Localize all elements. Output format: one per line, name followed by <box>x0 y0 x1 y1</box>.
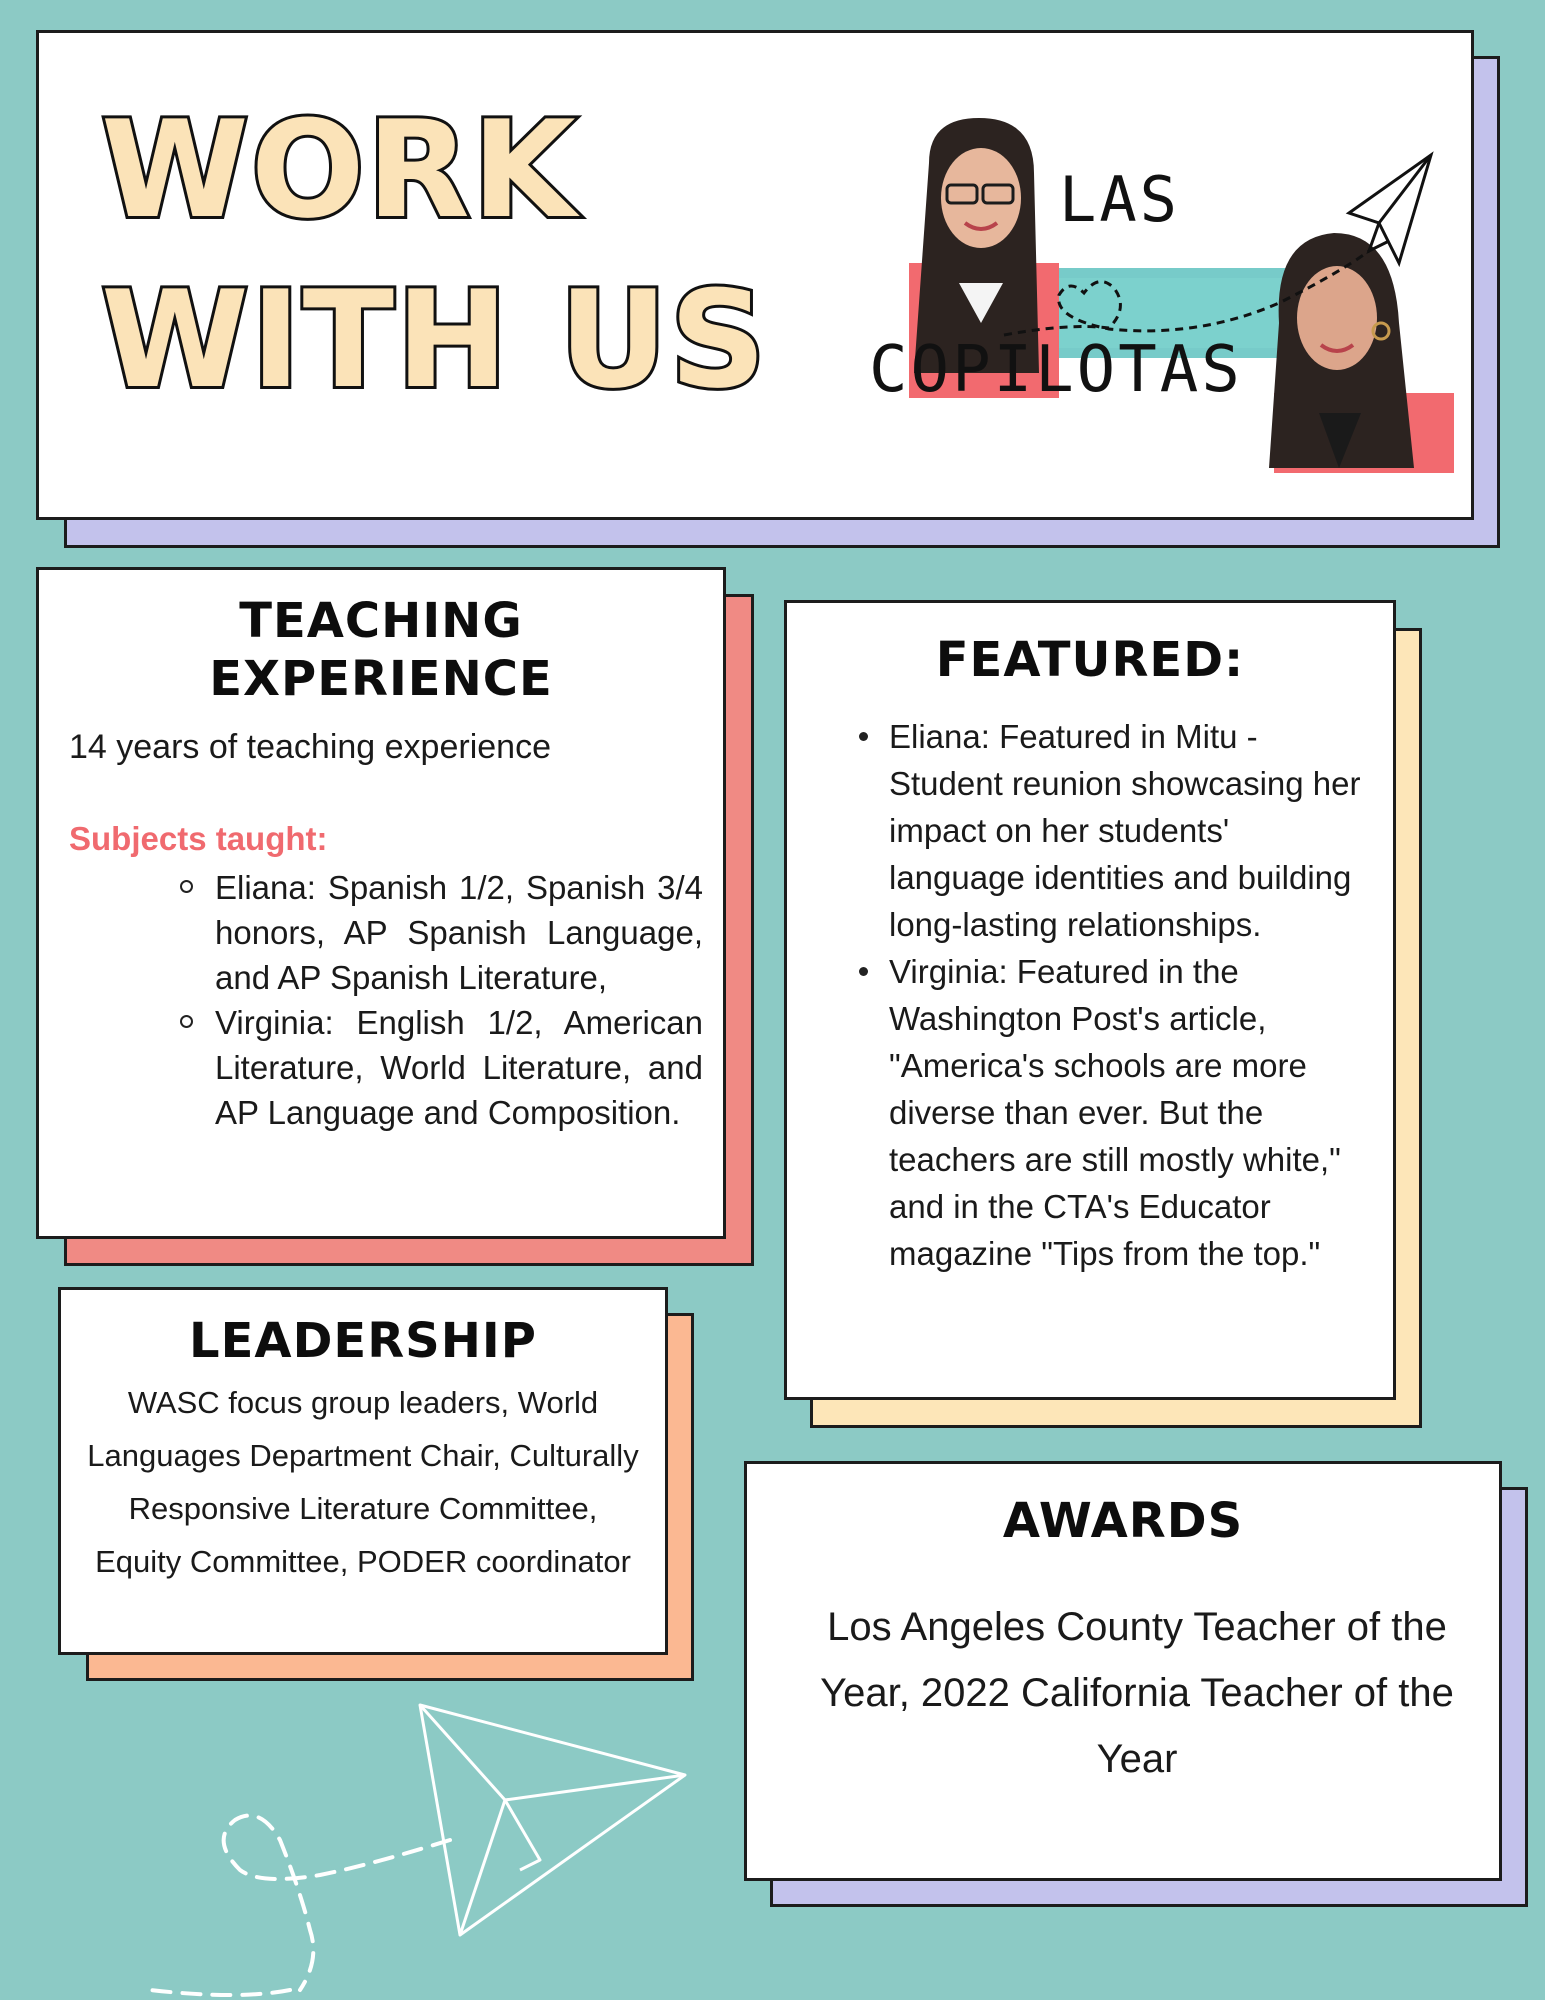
logo-text-copilotas: COPILOTAS <box>869 333 1243 407</box>
featured-heading: FEATURED: <box>935 632 1245 688</box>
logo-illustration <box>869 73 1469 483</box>
awards-text: Los Angeles County Teacher of the Year, 2022 California Teacher of the Year <box>820 1605 1454 1781</box>
las-copilotas-logo <box>869 73 1469 483</box>
awards-heading: AWARDS <box>1002 1493 1244 1549</box>
portrait-right-icon <box>1269 233 1454 473</box>
leadership-card <box>58 1287 668 1655</box>
featured-item-eliana: Eliana: Featured in Mitu - Student reunion showcasing her impact on her students' language identities and building long-lasting relationships. <box>853 713 1365 948</box>
featured-card <box>784 600 1396 1400</box>
subject-item-eliana: Eliana: Spanish 1/2, Spanish 3/4 honors, AP Spanish Language, and AP Spanish Literature, <box>177 865 703 1000</box>
awards-card <box>744 1461 1502 1881</box>
teaching-heading-line2: EXPERIENCE <box>209 651 553 707</box>
header-card <box>36 30 1474 520</box>
subjects-label: Subjects taught: <box>69 820 328 857</box>
paper-plane-decoration-icon <box>120 1690 720 2000</box>
teaching-card <box>36 567 726 1239</box>
title-with-us: WITH US <box>101 262 769 418</box>
logo-text-las: LAS <box>1059 163 1180 236</box>
title-work: WORK <box>101 92 578 248</box>
subjects-list <box>177 865 703 1135</box>
leadership-heading: LEADERSHIP <box>189 1313 537 1369</box>
featured-list <box>853 713 1365 1277</box>
subject-item-virginia: Virginia: English 1/2, American Literature, World Literature, and AP Language and Composition. <box>177 1000 703 1135</box>
teaching-years: 14 years of teaching experience <box>69 728 551 766</box>
leadership-text: WASC focus group leaders, World Languages Department Chair, Culturally Responsive Literature Committee, Equity Committee, PODER coordinator <box>87 1385 639 1579</box>
featured-item-virginia: Virginia: Featured in the Washington Post's article, "America's schools are more diverse than ever. But the teachers are still mostly white," and in the CTA's Educator magazine "Tips from the top." <box>853 948 1365 1277</box>
teaching-heading-line1: TEACHING <box>239 593 523 649</box>
